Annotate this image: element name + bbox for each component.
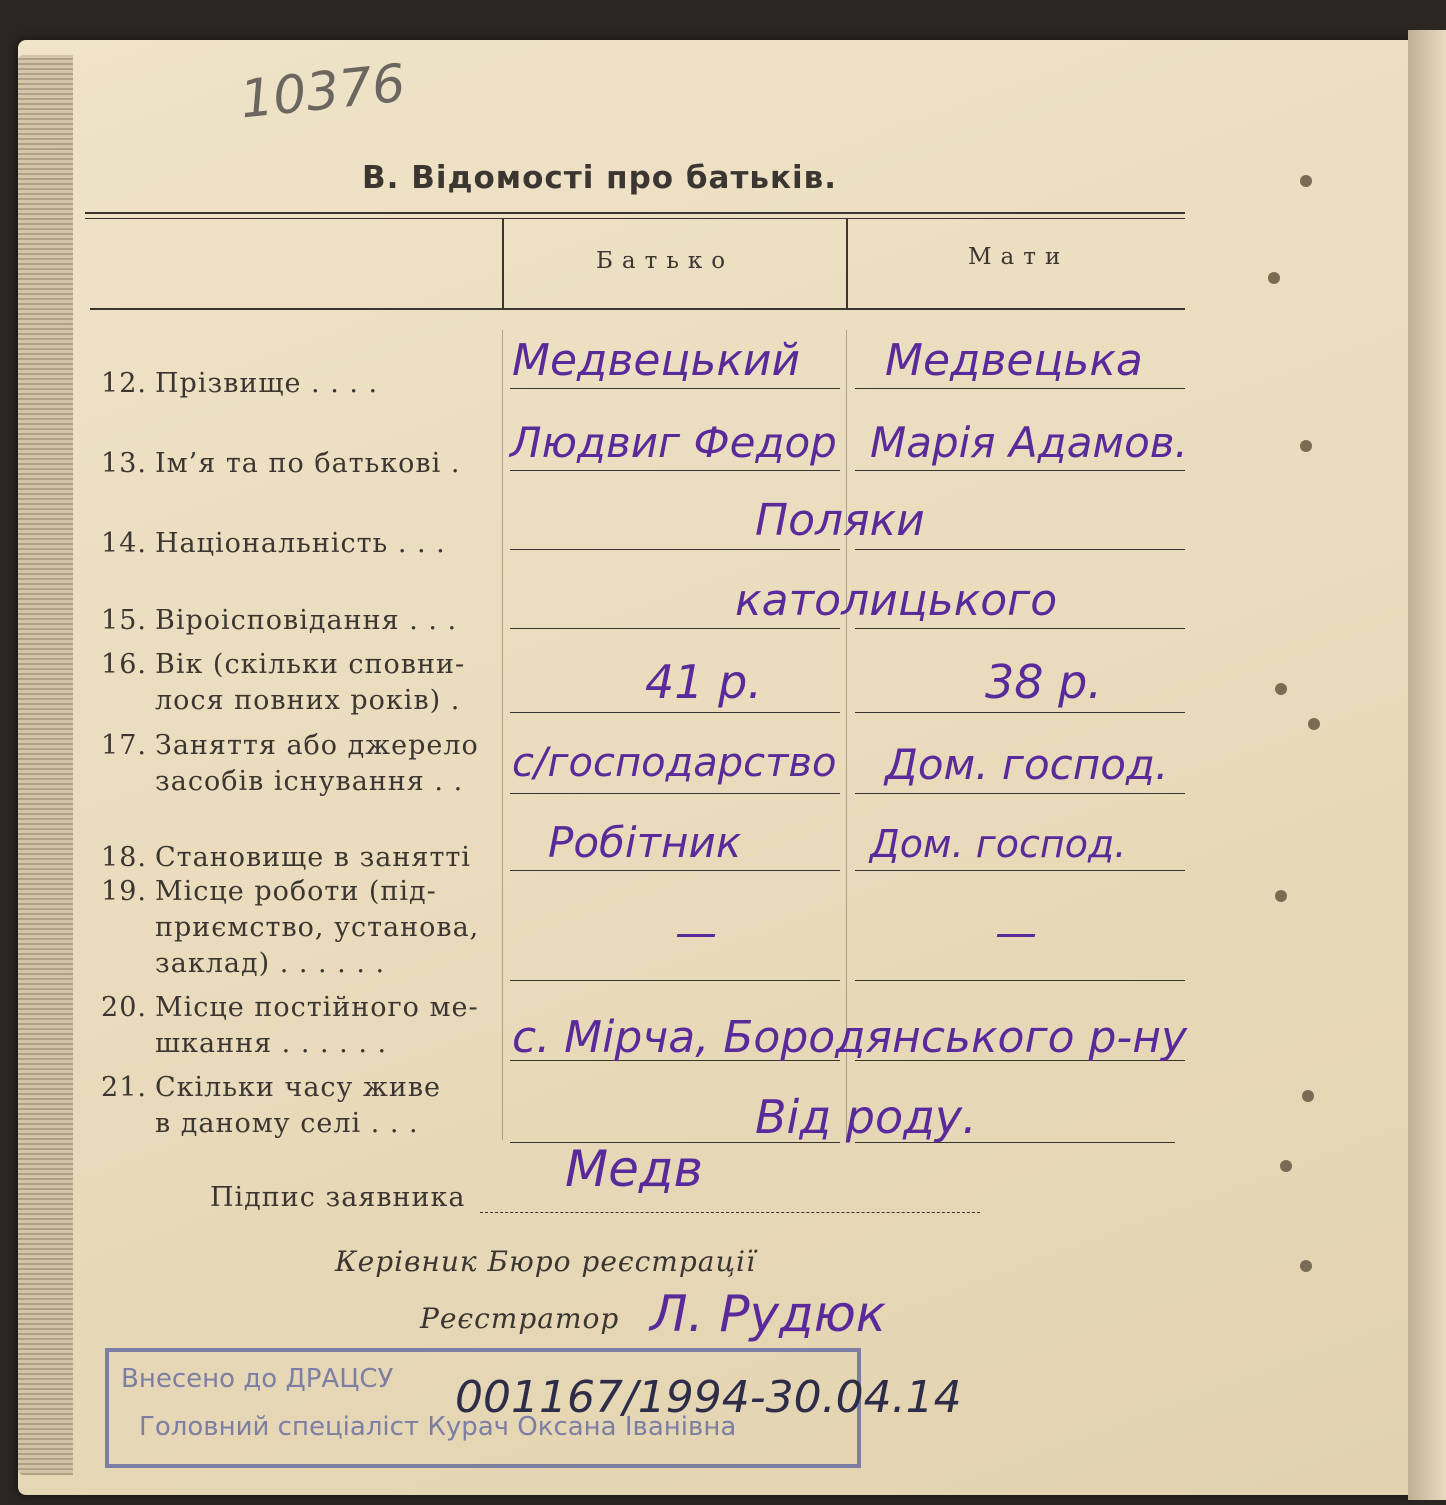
row-12-label: 12. Прізвище . . . . <box>101 368 379 399</box>
row-line <box>510 549 840 550</box>
row-13-label: 13. Ім’я та по батькові . <box>101 448 461 479</box>
mother-name: Марія Адамов. <box>870 418 1188 467</box>
punch-hole <box>1268 272 1280 284</box>
row-line <box>855 712 1185 713</box>
father-position: Робітник <box>548 818 742 867</box>
registrar-signature: Л. Рудюк <box>650 1285 886 1343</box>
column-header-father: Батько <box>596 248 735 274</box>
mother-age: 38 р. <box>985 655 1102 709</box>
father-occupation: с/господарство <box>512 740 837 786</box>
row-line <box>855 388 1185 389</box>
row-line <box>510 870 840 871</box>
header-rule <box>85 212 1185 214</box>
religion: католицького <box>735 575 1058 626</box>
father-age: 41 р. <box>645 655 762 709</box>
archive-number: 10376 <box>237 53 409 131</box>
punch-hole <box>1275 890 1287 902</box>
nationality: Поляки <box>755 495 925 546</box>
mother-surname: Медвецька <box>885 335 1143 386</box>
row-16-label: 16. Вік (скільки сповни- лося повних років) . <box>101 649 466 716</box>
row-line <box>510 628 840 629</box>
stamp-handwritten-number: 001167/1994-30.04.14 <box>455 1372 962 1423</box>
column-divider <box>846 218 848 308</box>
section-title: В. Відомості про батьків. <box>362 160 838 196</box>
punch-hole <box>1300 175 1312 187</box>
row-line <box>510 712 840 713</box>
mother-occupation: Дом. господ. <box>885 740 1169 789</box>
punch-hole <box>1275 683 1287 695</box>
applicant-signature-label: Підпис заявника <box>210 1182 466 1213</box>
punch-hole <box>1302 1090 1314 1102</box>
father-name: Людвиг Федор <box>510 418 837 467</box>
father-workplace: — <box>675 908 717 957</box>
applicant-signature: Медв <box>565 1140 703 1198</box>
row-18-label: 18. Становище в занятті <box>101 842 471 873</box>
father-surname: Медвецький <box>512 335 801 386</box>
head-label: Керівник Бюро реєстрації <box>335 1245 756 1278</box>
row-20-label: 20. Місце постійного ме- шкання . . . . . . <box>101 992 479 1059</box>
row-line <box>510 470 840 471</box>
mother-position: Дом. господ. <box>870 822 1127 866</box>
column-divider <box>502 330 503 1140</box>
book-spine <box>18 55 73 1475</box>
stamp-line-2: Головний спеціаліст Курач Оксана Іванівна <box>139 1412 737 1442</box>
mother-workplace: — <box>995 908 1037 957</box>
row-line <box>855 628 1185 629</box>
stamp-line-1: Внесено до ДРАЦСУ <box>121 1364 394 1394</box>
punch-hole <box>1280 1160 1292 1172</box>
signature-line <box>480 1212 980 1214</box>
row-line <box>855 870 1185 871</box>
row-line <box>855 980 1185 981</box>
registrar-label: Реєстратор <box>420 1302 620 1335</box>
row-line <box>510 388 840 389</box>
row-17-label: 17. Заняття або джерело засобів існування . . <box>101 730 479 797</box>
column-header-mother: Мати <box>968 244 1070 270</box>
row-line <box>510 980 840 981</box>
punch-hole <box>1300 440 1312 452</box>
row-line <box>510 793 840 794</box>
residence: с. Мірча, Бородянського р-ну <box>512 1012 1188 1063</box>
row-line <box>855 549 1185 550</box>
header-bottom-rule <box>90 308 1185 310</box>
punch-hole <box>1300 1260 1312 1272</box>
row-21-label: 21. Скільки часу живе в даному селі . . . <box>101 1072 442 1139</box>
row-19-label: 19. Місце роботи (під- приємство, установа, заклад) . . . . . . <box>101 876 480 979</box>
row-15-label: 15. Віроісповідання . . . <box>101 605 458 636</box>
punch-hole <box>1308 718 1320 730</box>
row-line <box>855 470 1185 471</box>
column-divider <box>502 218 504 308</box>
row-line <box>855 793 1185 794</box>
time-in-village: Від роду. <box>755 1090 977 1144</box>
row-14-label: 14. Національність . . . <box>101 528 446 559</box>
header-rule <box>85 218 1185 219</box>
facing-page-edge <box>1408 30 1446 1500</box>
